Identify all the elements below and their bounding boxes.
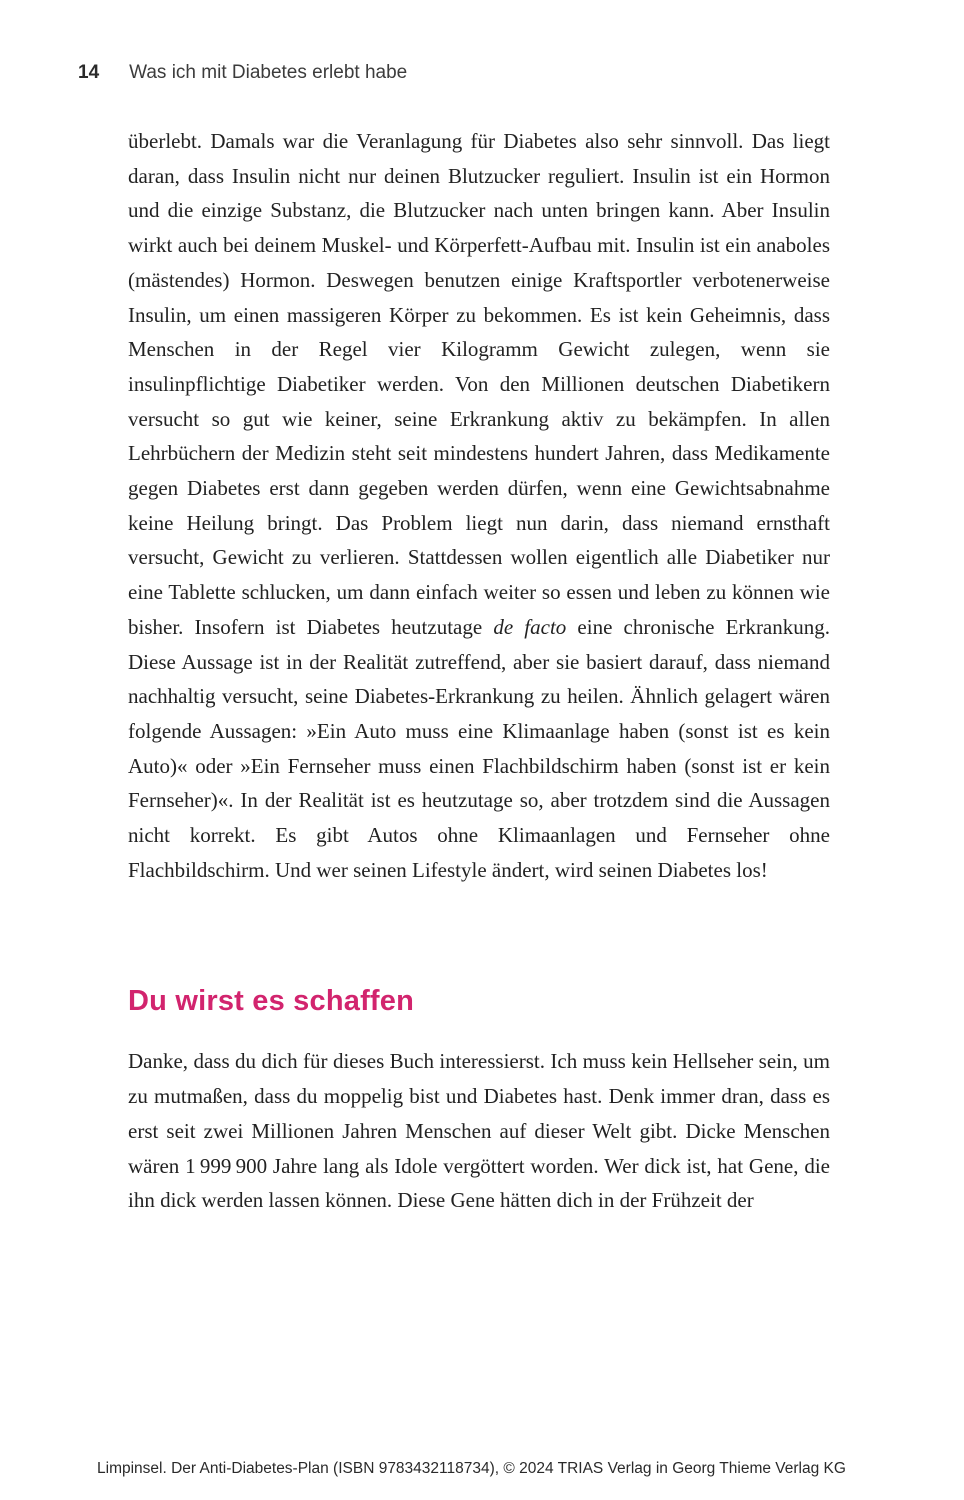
paragraph-diabetes-insulin [128, 124, 830, 887]
paragraph-du-wirst-es-schaffen: Danke, dass du dich für dieses Buch interessierst. Ich muss kein Hellseher sein, um zu mutmaßen, dass du moppelig bist und Diabetes hast. Denk immer dran, dass es erst seit zwei Millionen Jahren Menschen auf dieser Welt gibt. Dicke Menschen wären 1 999 900 Jahre lang als Idole vergöttert worden. Wer dick ist, hat Gene, die ihn dick werden lassen können. Diese Gene hätten dich in der Frühzeit der [128, 1049, 830, 1213]
paragraph-text-segment: überlebt. Damals war die Veranlagung für Diabetes also sehr sinnvoll. Das liegt daran, dass Insulin nicht nur deinen Blutzucker reguliert. Insulin ist ein Hormon und die einzige Substanz, die Blutzucker nach unten bringen kann. Aber Insulin wirkt auch bei deinem Muskel- und Körperfett-Aufbau mit. Insulin ist ein anaboles (mästendes) Hormon. Deswegen benutzen einige Kraftsportler verbotenerweise Insulin, um einen massigeren Körper zu bekommen. Es ist kein Geheimnis, dass Menschen in der Regel vier Kilogramm Gewicht zulegen, wenn sie insulinpflichtige Diabetiker werden. Von den Millionen deutschen Diabetikern versucht so gut wie keiner, seine Erkrankung aktiv zu bekämpfen. In allen Lehrbüchern der Medizin steht seit mindestens hundert Jahren, dass Medikamente gegen Diabetes erst dann gegeben werden dürfen, wenn eine Gewichtsabnahme keine Heilung bringt. Das Problem liegt nun darin, dass niemand ernsthaft versucht, Gewicht zu verlieren. Stattdessen wollen eigentlich alle Diabetiker nur eine Tablette schlucken, um dann einfach weiter so essen und leben zu können wie bisher. Insofern ist Diabetes heutzutage [128, 129, 830, 639]
section-heading: Du wirst es schaffen [128, 985, 415, 1018]
chapter-title: Was ich mit Diabetes erlebt habe [129, 62, 408, 83]
page-number: 14 [78, 62, 100, 83]
page-content [128, 124, 830, 1218]
paragraph-italic-segment: de facto [493, 614, 567, 639]
footer-credit: Limpinsel. Der Anti-Diabetes-Plan (ISBN 9783432118734), © 2024 TRIAS Verlag in Georg Thieme Verlag KG [97, 1460, 846, 1477]
paragraph-text-segment: eine chronische Erkrankung. Diese Aussage ist in der Realität zutreffend, aber sie basiert darauf, dass niemand nachhaltig versucht, seine Diabetes-Erkrankung zu heilen. Ähnlich gelagert wären folgende Aussagen: »Ein Auto muss eine Klimaanlage haben (sonst ist es kein Auto)« oder »Ein Fernseher muss einen Flachbildschirm haben (sonst ist er kein Fernseher)«. In der Realität ist es heutzutage so, aber trotzdem sind die Aussagen nicht korrekt. Es gibt Autos ohne Klimaanlagen und Fernseher ohne Flachbildschirm. Und wer seinen Lifestyle ändert, wird seinen Diabetes los! [128, 614, 831, 882]
running-header [78, 62, 407, 85]
